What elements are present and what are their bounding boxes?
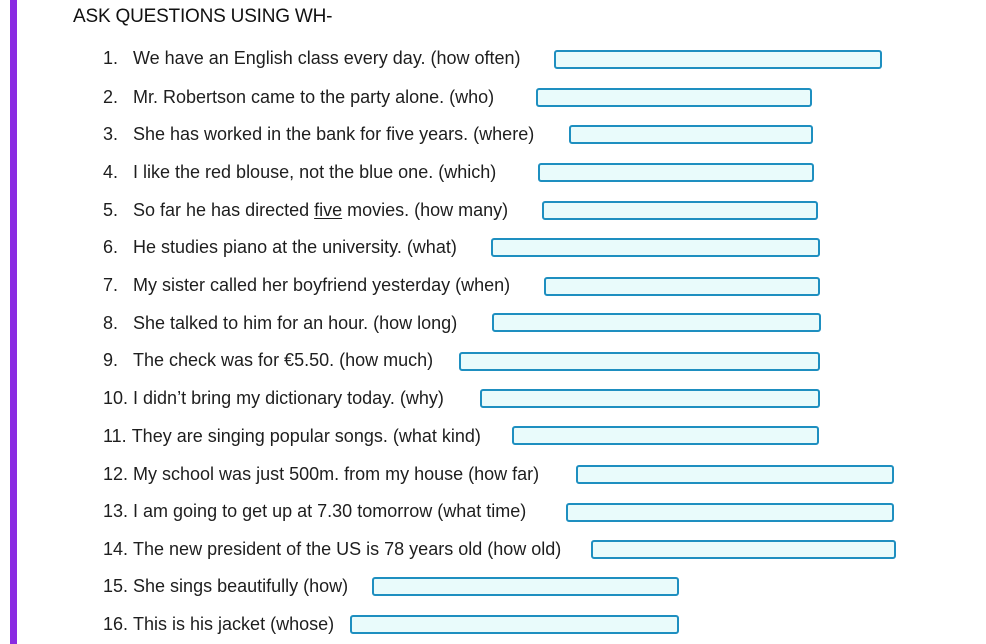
question-text: She has worked in the bank for five years. (where) (133, 123, 535, 144)
answer-field-2[interactable] (536, 88, 812, 107)
answer-field-5[interactable] (542, 201, 818, 220)
question-text: The new president of the US is 78 years old (how old) (133, 538, 562, 559)
answer-field-11[interactable] (512, 426, 819, 445)
question-number: 4. (103, 161, 119, 182)
question-number: 16. (103, 613, 129, 634)
answer-field-12[interactable] (576, 465, 894, 484)
question-number: 10. (103, 387, 129, 408)
worksheet-title: ASK QUESTIONS USING WH- (73, 6, 333, 27)
question-number: 5. (103, 199, 119, 220)
question-2 (103, 84, 494, 110)
question-number: 9. (103, 349, 119, 370)
question-text: I am going to get up at 7.30 tomorrow (what time) (133, 500, 527, 521)
question-number: 12. (103, 463, 129, 484)
answer-field-9[interactable] (459, 352, 820, 371)
question-number: 6. (103, 236, 119, 257)
question-9 (103, 347, 433, 373)
question-8 (103, 310, 457, 336)
answer-field-6[interactable] (491, 238, 820, 257)
question-text: My sister called her boyfriend yesterday (when) (133, 274, 511, 295)
question-16 (103, 611, 334, 637)
question-number: 8. (103, 312, 119, 333)
answer-field-1[interactable] (554, 50, 882, 69)
question-4 (103, 159, 496, 185)
question-text: She talked to him for an hour. (how long) (133, 312, 458, 333)
question-text: I like the red blouse, not the blue one. (which) (133, 161, 497, 182)
question-text: Mr. Robertson came to the party alone. (who) (133, 86, 495, 107)
question-7 (103, 272, 510, 298)
question-14 (103, 536, 561, 562)
question-text-after: movies. (how many) (342, 199, 509, 220)
question-1 (103, 45, 521, 71)
question-text: They are singing popular songs. (what kind) (131, 425, 481, 446)
question-text: I didn’t bring my dictionary today. (why) (133, 387, 444, 408)
answer-field-14[interactable] (591, 540, 896, 559)
question-number: 7. (103, 274, 119, 295)
question-number: 14. (103, 538, 129, 559)
answer-field-4[interactable] (538, 163, 814, 182)
question-number: 11. (103, 425, 127, 446)
question-text: My school was just 500m. from my house (how far) (133, 463, 540, 484)
answer-field-13[interactable] (566, 503, 894, 522)
accent-bar (10, 0, 17, 644)
underlined-word: five (314, 199, 343, 220)
question-5 (103, 197, 508, 223)
question-text-before: So far he has directed (133, 199, 315, 220)
answer-field-3[interactable] (569, 125, 813, 144)
question-number: 1. (103, 47, 119, 68)
question-number: 2. (103, 86, 119, 107)
question-text: The check was for €5.50. (how much) (133, 349, 434, 370)
question-12 (103, 461, 539, 487)
answer-field-15[interactable] (372, 577, 679, 596)
question-text: This is his jacket (whose) (133, 613, 335, 634)
question-text: He studies piano at the university. (what) (133, 236, 457, 257)
question-3 (103, 121, 534, 147)
question-text: She sings beautifully (how) (133, 575, 349, 596)
question-15 (103, 573, 348, 599)
question-number: 13. (103, 500, 129, 521)
answer-field-7[interactable] (544, 277, 820, 296)
question-10 (103, 385, 444, 411)
question-13 (103, 498, 526, 524)
question-number: 15. (103, 575, 129, 596)
answer-field-8[interactable] (492, 313, 821, 332)
question-text: We have an English class every day. (how often) (133, 47, 521, 68)
answer-field-10[interactable] (480, 389, 820, 408)
question-6 (103, 234, 457, 260)
answer-field-16[interactable] (350, 615, 679, 634)
question-number: 3. (103, 123, 119, 144)
question-11 (103, 423, 481, 449)
